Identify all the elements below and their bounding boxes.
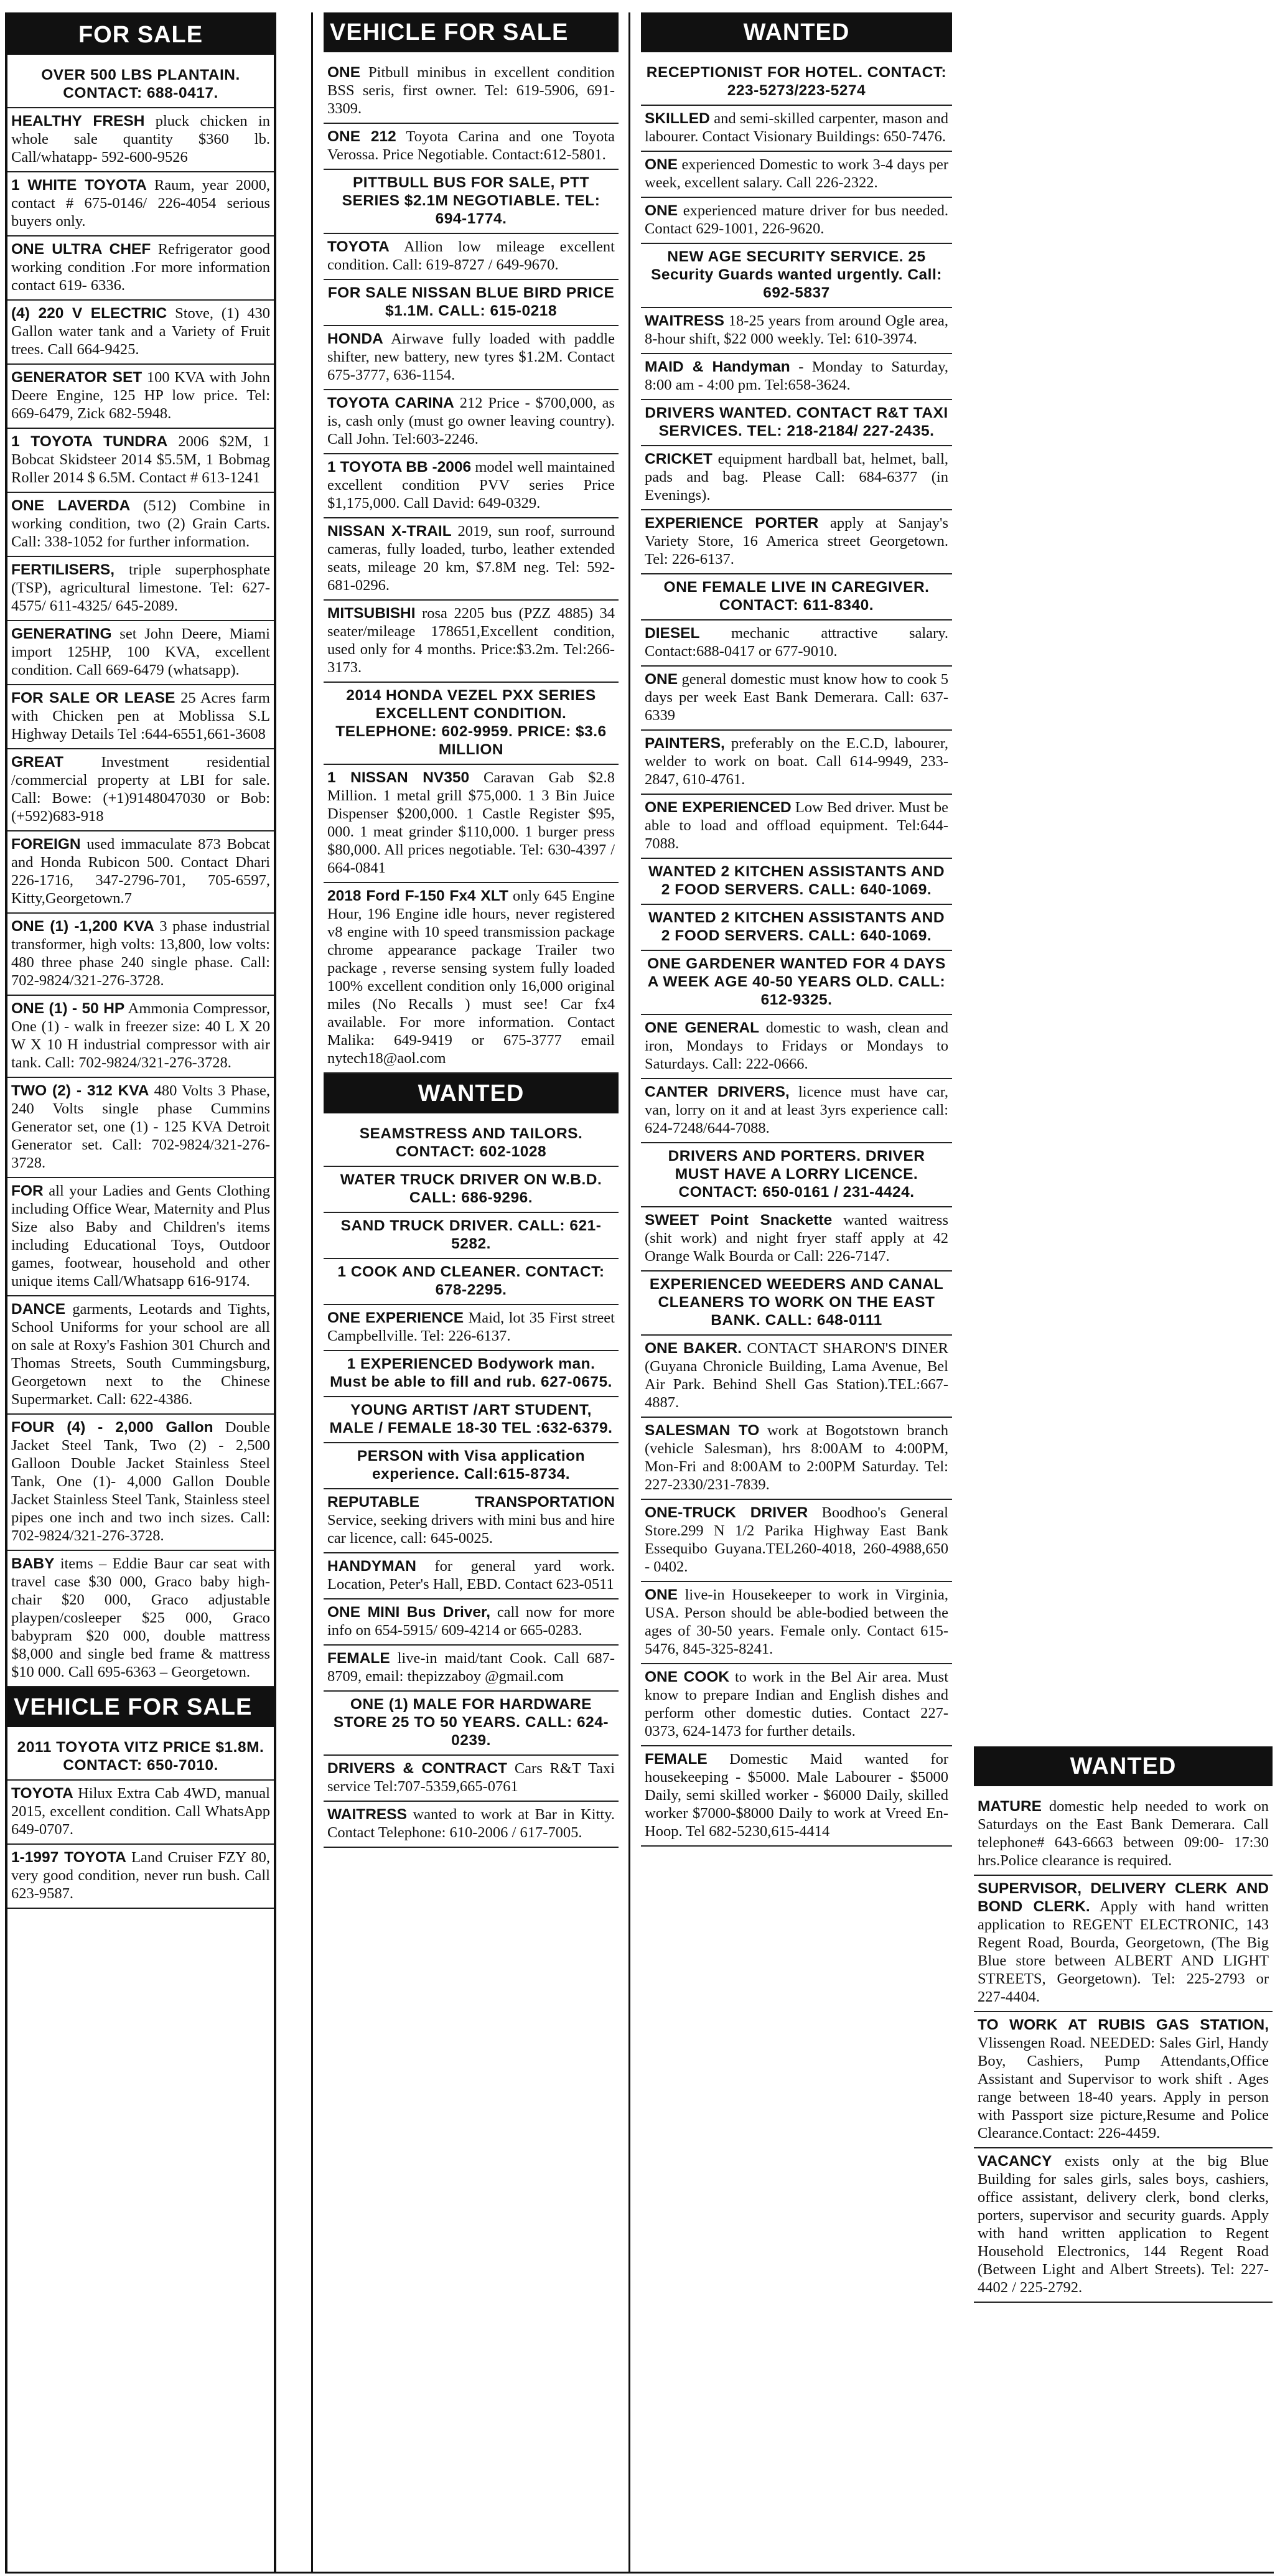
ad-text: ONE (1) MALE FOR HARDWARE STORE 25 TO 50 YEARS. CALL: 624-0239.	[333, 1696, 609, 1749]
ad-text: exists only at the big Blue Building for sales girls, sales boys, cashiers, office assistant, delivery clerk, bond clerks, porters, supervisor and security guards. Apply with hand written application to Regent Household Electronics, 144 Regent Road (Between Light and Albert Streets). Tel: 227-4402 / 225-2792.	[978, 2153, 1269, 2296]
section-header-vehicle-for-sale: VEHICLE FOR SALE	[324, 12, 619, 52]
classified-ad	[7, 749, 274, 831]
ad-lead: MAID & Handyman	[645, 358, 790, 375]
ad-text: domestic help needed to work on Saturdays on the East Bank Demerara. Call telephone# 643-6663 between 09:00- 17:30 hrs.Police clearance is required.	[978, 1798, 1269, 1869]
classified-ad	[641, 731, 952, 795]
section-header-wanted: WANTED	[324, 1074, 619, 1113]
classified-ad	[324, 1489, 619, 1553]
classified-ad	[974, 1794, 1273, 1876]
ad-text: ONE GARDENER WANTED FOR 4 DAYS A WEEK AGE 40-50 YEARS OLD. CALL: 612-9325.	[647, 955, 946, 1008]
classified-ad	[641, 510, 952, 574]
classified-ad	[324, 170, 619, 234]
ad-text: Stove, (1) 430 Gallon water tank and a Variety of Fruit trees. Call 664-9425.	[11, 305, 270, 358]
ad-lead: TO WORK AT RUBIS GAS STATION,	[978, 2016, 1269, 2033]
column-vehicle-for-sale	[324, 12, 619, 2574]
column-wanted	[641, 12, 952, 2574]
ad-text: SEAMSTRESS AND TAILORS. CONTACT: 602-1028	[359, 1125, 583, 1160]
ad-text: Apply with hand written application to REGENT ELECTRONIC, 143 Regent Road, Bourda, Georgetown, (The Big Blue store between ALBERT AND LIGHT STREETS, Georgetown). Tel: 225-2793 or 227-4404.	[978, 1898, 1269, 2005]
classified-ad	[641, 1079, 952, 1143]
ad-text: EXPERIENCED WEEDERS AND CANAL CLEANERS TO WORK ON THE EAST BANK. CALL: 648-0111	[649, 1276, 944, 1329]
classified-ad	[324, 390, 619, 454]
column-divider	[311, 12, 313, 2574]
classified-ad	[7, 1735, 274, 1781]
ad-text: Low Bed driver. Must be able to load and offload equipment. Tel:644-7088.	[645, 799, 948, 852]
classified-ad	[641, 951, 952, 1015]
ad-text: wanted to work at Bar in Kitty. Contact Telephone: 610-2006 / 617-7005.	[327, 1806, 615, 1841]
classified-ad	[7, 685, 274, 749]
ad-lead: ONE ULTRA CHEF	[11, 241, 151, 258]
classified-ad	[641, 354, 952, 400]
ad-text: for general yard work. Location, Peter's Hall, EBD. Contact 623-0511	[327, 1558, 615, 1593]
ad-text: Domestic Maid wanted for housekeeping - $5000. Male Labourer - $5000 Daily, semi skilled worker - $6000 Daily, skilled worker $7000-$8000 Daily to work at Vreed En-Hoop. Tel 682-5230,615-4414	[645, 1751, 948, 1840]
ad-lead: EXPERIENCE PORTER	[645, 515, 819, 532]
ad-lead: 1 WHITE TOYOTA	[11, 177, 147, 194]
ad-text: wanted waitress (shit work) and night fryer staff apply at 42 Orange Walk Bourda or Call: 226-7147.	[645, 1212, 948, 1265]
ad-lead: BABY	[11, 1555, 55, 1572]
classified-ad	[324, 1213, 619, 1259]
classified-ad	[324, 1351, 619, 1397]
classified-ad	[324, 454, 619, 518]
classified-ad	[7, 557, 274, 621]
ad-text: general domestic must know how to cook 5 days per week East Bank Demerara. Call: 637-6339	[645, 671, 948, 724]
ad-text: RECEPTIONIST FOR HOTEL. CONTACT: 223-5273/223-5274	[646, 64, 947, 99]
classified-ad	[974, 1876, 1273, 2012]
ad-lead: ONE (1) -1,200 KVA	[11, 918, 154, 935]
ad-text: YOUNG ARTIST /ART STUDENT, MALE / FEMALE 18-30 TEL :632-6379.	[329, 1402, 613, 1436]
ad-text: Maid, lot 35 First street Campbellville. Tel: 226-6137.	[327, 1309, 615, 1344]
ad-text: apply at Sanjay's Variety Store, 16 America street Georgetown. Tel: 226-6137.	[645, 515, 948, 568]
ad-text: 3 phase industrial transformer, high volts: 13,800, low volts: 480 three phase 240 single phase. Call: 702-9824/321-276-3728.	[11, 918, 270, 989]
ad-list	[641, 60, 952, 1847]
ad-text: 18-25 years from around Ogle area, 8-hour shift, $22 000 weekly. Tel: 610-3974.	[645, 312, 948, 347]
ad-lead: MATURE	[978, 1798, 1042, 1815]
ad-text: WANTED 2 KITCHEN ASSISTANTS AND 2 FOOD SERVERS. CALL: 640-1069.	[648, 909, 945, 944]
classified-ad	[324, 124, 619, 170]
classified-ad	[7, 493, 274, 557]
classified-ad	[641, 1015, 952, 1079]
classified-ad	[7, 108, 274, 172]
ad-text: mechanic attractive salary. Contact:688-0417 or 677-9010.	[645, 625, 948, 660]
ad-lead: TWO (2) - 312 KVA	[11, 1082, 149, 1099]
ad-text: Allion low mileage excellent condition. Call: 619-8727 / 649-9670.	[327, 238, 615, 273]
ad-lead: CRICKET	[645, 451, 712, 467]
classified-ad	[641, 244, 952, 308]
ad-list	[7, 62, 274, 1687]
ad-text: OVER 500 LBS PLANTAIN. CONTACT: 688-0417.	[41, 67, 240, 101]
ad-text: rosa 2205 bus (PZZ 4885) 34 seater/mileage 178651,Excellent condition, used only for 4 months. Price:$3.2m. Tel:266-3173.	[327, 605, 615, 676]
ad-text: DRIVERS WANTED. CONTACT R&T TAXI SERVICES. TEL: 218-2184/ 227-2435.	[645, 405, 948, 439]
ad-lead: CANTER DRIVERS,	[645, 1084, 790, 1100]
classified-ad	[641, 400, 952, 446]
page-bottom-rule	[5, 2572, 1274, 2574]
classified-ad	[324, 683, 619, 765]
ad-text: SAND TRUCK DRIVER. CALL: 621-5282.	[340, 1217, 602, 1252]
ad-text: experienced mature driver for bus needed. Contact 629-1001, 226-9620.	[645, 202, 948, 237]
ad-lead: SUPERVISOR, DELIVERY CLERK AND BOND CLERK.	[978, 1880, 1269, 1915]
classified-ad	[324, 518, 619, 601]
ad-text: Hilux Extra Cab 4WD, manual 2015, excellent condition. Call WhatsApp 649-0707.	[11, 1785, 270, 1838]
ad-lead: HEALTHY FRESH	[11, 113, 145, 129]
classified-ad	[324, 234, 619, 280]
ad-lead: 1-1997 TOYOTA	[11, 1849, 126, 1866]
ad-text: model well maintained excellent condition PVV series Price $1,175,000. Call David: 649-0329.	[327, 459, 615, 512]
ad-text: Pitbull minibus in excellent condition BSS seris, first owner. Tel: 619-5906, 691-3309.	[327, 64, 615, 117]
ad-lead: 1 TOYOTA BB -2006	[327, 459, 472, 475]
ad-list	[324, 1121, 619, 1848]
ad-lead: PAINTERS,	[645, 735, 725, 752]
classified-ad	[7, 831, 274, 914]
classified-ad	[7, 1415, 274, 1551]
column-wanted-2	[974, 1746, 1273, 2568]
ad-text: Ammonia Compressor, One (1) - walk in freezer size: 40 L X 20 W X 10 H industrial compressor with air tank. Call: 702-9824/321-276-3728.	[11, 1000, 270, 1071]
ad-text: 2011 TOYOTA VITZ PRICE $1.8M. CONTACT: 650-7010.	[17, 1739, 264, 1774]
ad-lead: TOYOTA CARINA	[327, 395, 454, 411]
ad-text: Vlissengen Road. NEEDED: Sales Girl, Handy Boy, Cashiers, Pump Attendants,Office Assistant and Supervisor to work shift . Ages range between 18-40 years. Apply in person with Passport size picture,Resume and Police Clearance.Contact: 226-4459.	[978, 2035, 1269, 2142]
ad-lead: ONE	[327, 64, 361, 81]
ad-lead: ONE GENERAL	[645, 1019, 760, 1036]
ad-lead: GENERATOR SET	[11, 369, 142, 386]
ad-lead: MITSUBISHI	[327, 605, 416, 622]
ad-lead: FEMALE	[327, 1650, 390, 1667]
ad-text: - Monday to Saturday, 8:00 am - 4:00 pm. Tel:658-3624.	[645, 358, 948, 393]
classified-ad	[641, 1207, 952, 1272]
ad-lead: WAITRESS	[327, 1806, 407, 1823]
classified-ad	[974, 2012, 1273, 2148]
classified-ad	[641, 1582, 952, 1664]
ad-text: items – Eddie Baur car seat with travel case $30 000, Graco baby high-chair $20 000, Graco adjustable playpen/cosleeper $25 000, Graco babypram $20 000, double mattress $8,000 and single bed frame & mattress $10 000. Call 695-6363 – Georgetown.	[11, 1555, 270, 1680]
ad-text: only 645 Engine Hour, 196 Engine idle hours, never registered v8 engine with 10 speed transmission package chrome appearance package Trailer two package , reverse sensing system fully loaded 100% excellent condition only 16,000 original miles (No Recalls ) must see! Car fx4 available. For more information. Contact Malika: 649-9419 or 675-3777 email nytech18@aol.com	[327, 888, 615, 1067]
ad-text: 2014 HONDA VEZEL PXX SERIES EXCELLENT CONDITION. TELEPHONE: 602-9959. PRICE: $3.6 MILLION	[335, 687, 607, 758]
ad-text: experienced Domestic to work 3-4 days per week, excellent salary. Call 226-2322.	[645, 156, 948, 191]
classified-ad	[324, 601, 619, 683]
ad-text: garments, Leotards and Tights, School Uniforms for your school are all on sale at Roxy's Fashion 301 Church and Thomas Streets, South Cummingsburg, Georgetown next to the Chinese Supermarket. Call: 622-4386.	[11, 1301, 270, 1408]
ad-text: DRIVERS AND PORTERS. DRIVER MUST HAVE A LORRY LICENCE. CONTACT: 650-0161 / 231-4424.	[668, 1148, 925, 1201]
ad-lead: FOR	[11, 1183, 44, 1199]
ad-lead: SALESMAN TO	[645, 1422, 760, 1439]
ad-text: 480 Volts 3 Phase, 240 Volts single phase Cummins Generator set, one (1) - 125 KVA Detroit Generator set. Call: 702-9824/321-276-3728.	[11, 1082, 271, 1171]
ad-text: and semi-skilled carpenter, mason and labourer. Contact Visionary Buildings: 650-7476.	[645, 110, 948, 145]
ad-text: licence must have car, van, lorry on it and at least 3yrs experience call: 624-7248/644-7088.	[645, 1084, 949, 1136]
ad-text: Land Cruiser FZY 80, very good condition, never run bush. Call 623-9587.	[11, 1849, 270, 1902]
classified-ad	[641, 905, 952, 951]
ad-text: pluck chicken in whole sale quantity $360 lb. Call/whatapp- 592-600-9526	[11, 113, 270, 166]
ad-text: Airwave fully loaded with paddle shifter, new battery, new tyres $1.2M. Contact 675-3777, 636-1154.	[327, 330, 615, 383]
ad-lead: ONE	[645, 671, 678, 688]
classified-ad	[7, 1845, 274, 1909]
ad-text: Raum, year 2000, contact # 675-0146/ 226-4054 serious buyers only.	[11, 177, 270, 230]
classified-ad	[641, 621, 952, 667]
ad-lead: (4) 220 V ELECTRIC	[11, 305, 167, 322]
ad-text: 1 EXPERIENCED Bodywork man. Must be able to fill and rub. 627-0675.	[330, 1356, 612, 1390]
ad-lead: TOYOTA	[327, 238, 390, 255]
classified-ad	[324, 280, 619, 326]
classified-ad	[7, 172, 274, 237]
ad-text: Refrigerator good working condition .For more information contact 619- 6336.	[11, 241, 270, 294]
classified-ad	[7, 429, 274, 493]
ad-text: Cars R&T Taxi service Tel:707-5359,665-0761	[327, 1760, 615, 1795]
classified-ad	[324, 1443, 619, 1489]
ad-text: PERSON with Visa application experience. Call:615-8734.	[357, 1448, 586, 1482]
classified-ad	[7, 996, 274, 1078]
classified-ad	[7, 1296, 274, 1415]
ad-lead: DIESEL	[645, 625, 700, 642]
ad-text: preferably on the E.C.D, labourer, welder to work on boat. Call 614-9949, 233-2847, 610-4761.	[645, 735, 948, 788]
ad-lead: DRIVERS & CONTRACT	[327, 1760, 508, 1777]
ad-lead: VACANCY	[978, 2153, 1052, 2170]
ad-lead: ONE LAVERDA	[11, 497, 131, 514]
ad-text: FOR SALE NISSAN BLUE BIRD PRICE $1.1M. CALL: 615-0218	[327, 284, 615, 319]
classified-ad	[324, 765, 619, 883]
ad-text: (512) Combine in working condition, two (2) Grain Carts. Call: 338-1052 for further information.	[11, 497, 270, 550]
ad-text: 2006 $2M, 1 Bobcat Skidsteer 2014 $5.5M, 1 Bobmag Roller 2014 $ 6.5M. Contact # 613-1241	[11, 433, 270, 486]
classified-ad	[7, 1178, 274, 1296]
classified-ad	[7, 1551, 274, 1687]
classified-ad	[324, 1121, 619, 1167]
ad-lead: 1 NISSAN NV350	[327, 769, 470, 786]
classified-ad	[641, 1143, 952, 1207]
ad-text: 2019, sun roof, surround cameras, fully loaded, turbo, leather extended seats, mileage 20 km, $7.8M neg. Tel: 592-681-0296.	[327, 523, 615, 594]
classified-ad	[641, 1272, 952, 1336]
section-header-wanted: WANTED	[974, 1746, 1273, 1786]
classified-ad	[7, 365, 274, 429]
ad-lead: FEMALE	[645, 1751, 708, 1768]
ad-list	[974, 1794, 1273, 2303]
classified-ad	[7, 237, 274, 301]
ad-lead: HANDYMAN	[327, 1558, 416, 1575]
classified-ad	[641, 1336, 952, 1418]
ad-text: NEW AGE SECURITY SERVICE. 25 Security Guards wanted urgently. Call: 692-5837	[651, 248, 942, 301]
classified-ad	[7, 1781, 274, 1845]
classified-ad	[324, 1802, 619, 1848]
ad-text: set John Deere, Miami import 125HP, 100 KVA, excellent condition. Call 669-6479 (whatsapp).	[11, 625, 270, 678]
classified-ad	[7, 1078, 274, 1178]
classified-ad	[324, 1167, 619, 1213]
ad-text: equipment hardball bat, helmet, ball, pads and bag. Please Call: 684-6377 (in Evenings).	[645, 451, 948, 503]
ad-lead: ONE BAKER.	[645, 1340, 742, 1357]
classified-ad	[641, 574, 952, 621]
classified-ad	[641, 667, 952, 731]
ad-lead: ONE MINI Bus Driver,	[327, 1604, 491, 1621]
ad-lead: WAITRESS	[645, 312, 724, 329]
classified-ad	[324, 60, 619, 124]
classified-ad	[324, 883, 619, 1074]
ad-text: Service, seeking drivers with mini bus and hire car licence, call: 645-0025.	[327, 1512, 615, 1547]
classified-ad	[7, 62, 274, 108]
ad-text: live-in maid/tant Cook. Call 687-8709, email: thepizzaboy @gmail.com	[327, 1650, 615, 1685]
classified-ad	[324, 1692, 619, 1756]
classified-ad	[641, 60, 952, 106]
section-header-vehicle-for-sale: VEHICLE FOR SALE	[7, 1687, 274, 1727]
classified-ad	[324, 1599, 619, 1646]
classified-ad	[7, 914, 274, 996]
classified-ad	[7, 301, 274, 365]
ad-lead: GREAT	[11, 754, 63, 770]
ad-lead: ONE EXPERIENCE	[327, 1309, 464, 1326]
classified-ad	[641, 1500, 952, 1582]
ad-lead: SKILLED	[645, 110, 710, 127]
ad-text: Caravan Gab $2.8 Million. 1 metal grill $75,000. 1 3 Bin Juice Dispenser $200,000. 1 Castle Register $95, 000. 1 meat grinder $110,000. 1 burger press $80,000. All prices negotiable. Tel: 630-4397 / 664-0841	[327, 769, 615, 876]
classified-ad	[641, 152, 952, 198]
ad-text: domestic to wash, clean and iron, Mondays to Fridays or Mondays to Saturdays. Call: 222-0666.	[645, 1019, 948, 1072]
classified-ad	[974, 2148, 1273, 2303]
ad-text: WATER TRUCK DRIVER ON W.B.D. CALL: 686-9296.	[340, 1171, 602, 1206]
ad-text: 212 Price - $700,000, as is, cash only (must go owner leaving country). Call John. Tel:603-2246.	[327, 395, 615, 447]
classified-ad	[641, 859, 952, 905]
classified-ad	[641, 795, 952, 859]
ad-text: live-in Housekeeper to work in Virginia, USA. Person should be able-bodied between the ages of 30-50 years. Female only. Contact 615-5476, 845-325-8241.	[645, 1586, 948, 1657]
ad-lead: ONE	[645, 156, 678, 173]
classified-ad	[324, 1646, 619, 1692]
ad-text: used immaculate 873 Bobcat and Honda Rubicon 500. Contact Dhari 226-1716, 347-2796-701, 705-6597, Kitty,Georgetown.7	[11, 836, 270, 907]
classified-ad	[324, 1305, 619, 1351]
classified-ad	[641, 446, 952, 510]
ad-text: WANTED 2 KITCHEN ASSISTANTS AND 2 FOOD SERVERS. CALL: 640-1069.	[648, 863, 945, 898]
ad-lead: SWEET Point Snackette	[645, 1212, 833, 1229]
ad-lead: FOR SALE OR LEASE	[11, 690, 175, 706]
section-header-for-sale: FOR SALE	[7, 15, 274, 55]
ad-lead: ONE EXPERIENCED	[645, 799, 792, 816]
ad-lead: ONE (1) - 50 HP	[11, 1000, 125, 1017]
classified-ad	[324, 326, 619, 390]
classified-ad	[324, 1259, 619, 1305]
classified-ad	[641, 106, 952, 152]
ad-text: Boodhoo's General Store.299 N 1/2 Parika Highway East Bank Essequibo Guyana.TEL260-4018, 260-4988,650 - 0402.	[645, 1504, 948, 1575]
ad-text: Toyota Carina and one Toyota Verossa. Price Negotiable. Contact:612-5801.	[327, 128, 615, 163]
classified-ad	[641, 198, 952, 244]
ad-text: Investment residential /commercial property at LBI for sale. Call: Bowe: (+1)9148047030 or Bob: (+592)683-918	[11, 754, 270, 825]
ad-lead: 1 TOYOTA TUNDRA	[11, 433, 168, 450]
classified-ad	[324, 1397, 619, 1443]
ad-lead: 2018 Ford F-150 Fx4 XLT	[327, 888, 508, 904]
ad-lead: ONE 212	[327, 128, 396, 145]
classified-ad	[641, 1418, 952, 1500]
ad-text: CONTACT SHARON'S DINER (Guyana Chronicle Building, Lama Avenue, Bel Air Park. Behind Shell Gas Station).TEL:667-4887.	[645, 1340, 948, 1411]
ad-lead: FOREIGN	[11, 836, 81, 853]
ad-text: work at Bogotstown branch (vehicle Salesman), hrs 8:00AM to 4:00PM, Mon-Fri and 8:00AM to 2:00PM Saturday. Tel: 227-2330/231-7839.	[645, 1422, 948, 1493]
ad-list	[324, 60, 619, 1074]
ad-text: call now for more info on 654-5915/ 609-4214 or 665-0283.	[327, 1604, 615, 1639]
classified-ad	[7, 621, 274, 685]
ad-text: ONE FEMALE LIVE IN CAREGIVER. CONTACT: 611-8340.	[663, 579, 930, 614]
ad-list	[7, 1735, 274, 1909]
ad-text: 100 KVA with John Deere Engine, 125 HP low price. Tel: 669-6479, Zick 682-5948.	[11, 369, 270, 422]
classified-ad	[641, 1746, 952, 1847]
ad-lead: ONE	[645, 202, 678, 219]
section-header-wanted: WANTED	[641, 12, 952, 52]
classified-ad	[324, 1553, 619, 1599]
column-divider	[628, 12, 630, 2574]
ad-lead: GENERATING	[11, 625, 112, 642]
ad-lead: ONE	[645, 1586, 678, 1603]
classified-ad	[641, 308, 952, 354]
ad-lead: ONE-TRUCK DRIVER	[645, 1504, 808, 1521]
ad-lead: FOUR (4) - 2,000 Gallon	[11, 1419, 213, 1436]
classified-ad	[641, 1664, 952, 1746]
column-for-sale	[5, 12, 276, 2574]
ad-text: Double Jacket Steel Tank, Two (2) - 2,500 Galloon Double Jacket Stainless Steel Tank, One (1)- 4,000 Gallon Double Jacket Stainless Steel Tank, Stainless steel pipes one inch and two inch sizes. Call: 702-9824/321-276-3728.	[11, 1419, 270, 1544]
ad-lead: FERTILISERS,	[11, 561, 115, 578]
ad-text: 25 Acres farm with Chicken pen at Moblissa S.L Highway Details Tel :644-6551,661-3608	[11, 690, 270, 742]
ad-lead: ONE COOK	[645, 1669, 730, 1685]
ad-text: to work in the Bel Air area. Must know to prepare Indian and English dishes and perform other domestic duties. Contact 227-0373, 624-1473 for further details.	[645, 1669, 948, 1740]
ad-lead: REPUTABLE TRANSPORTATION	[327, 1494, 615, 1510]
ad-lead: TOYOTA	[11, 1785, 73, 1802]
ad-text: triple superphosphate (TSP), agricultural limestone. Tel: 627-4575/ 611-4325/ 645-2089.	[11, 561, 270, 614]
classified-ad	[324, 1756, 619, 1802]
ad-text: all your Ladies and Gents Clothing including Office Wear, Maternity and Plus Size also Baby and Children's items including Educational Toys, Outdoor games, footwear, household and other unique items Call/Whatsapp 616-9174.	[11, 1183, 270, 1290]
ad-lead: HONDA	[327, 330, 383, 347]
ad-text: PITTBULL BUS FOR SALE, PTT SERIES $2.1M NEGOTIABLE. TEL: 694-1774.	[342, 174, 600, 227]
ad-lead: NISSAN X-TRAIL	[327, 523, 452, 540]
ad-text: 1 COOK AND CLEANER. CONTACT: 678-2295.	[337, 1263, 605, 1298]
ad-lead: DANCE	[11, 1301, 66, 1318]
